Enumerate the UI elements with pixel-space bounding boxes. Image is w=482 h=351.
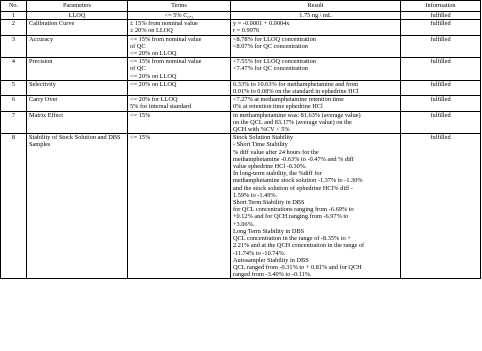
row-number: 5: [1, 80, 27, 95]
result-line: <7.47% for QC concentration: [233, 65, 308, 73]
result-line: r = 0.9976: [233, 27, 260, 35]
result-line: y = -0.0001 + 0.0004x: [233, 20, 290, 28]
table-row: [1, 111, 481, 134]
terms-line: <= 15%: [130, 111, 151, 119]
parameter-cell: Precision: [27, 58, 128, 81]
table-row: [1, 134, 481, 279]
result-line: +3.06%.: [233, 220, 255, 228]
terms-cell: [128, 35, 231, 58]
table-row: [1, 58, 481, 81]
terms-cell: [128, 111, 231, 134]
header-information: Information: [401, 1, 481, 12]
parameter-cell: Carry Over: [27, 96, 128, 111]
terms-line: of QC: [130, 65, 146, 73]
terms-line: <= 5% C₀.₅: [164, 12, 194, 19]
row-number: 1: [1, 12, 27, 20]
result-line: and the stock solution of ephedrine HCl% diff -: [233, 184, 353, 192]
terms-line: <= 20% on LLOQ: [130, 50, 177, 58]
table-header-row: [1, 1, 481, 12]
result-line: Short Term Stability in DBS: [233, 199, 305, 207]
parameter-cell: Accuracy: [27, 35, 128, 58]
result-line: <8.07% for QC concentration: [233, 42, 308, 50]
row-number: 3: [1, 35, 27, 58]
parameter-cell: LLOQ: [27, 12, 128, 20]
parameter-cell: [27, 134, 128, 279]
row-number: 7: [1, 111, 27, 134]
header-parameters: Parameters: [27, 1, 128, 12]
result-cell: [231, 134, 401, 279]
result-line: 1.59% to -1.49%.: [233, 191, 278, 199]
result-cell: [231, 12, 401, 20]
result-line: methamphetamine stock solution -1.37% to -1.30%: [233, 177, 363, 185]
result-line: for QCL concentrations ranging from -6.69% to: [233, 206, 354, 214]
table-row: [1, 35, 481, 58]
table-row: [1, 20, 481, 35]
information-cell: fulfilled: [401, 20, 481, 35]
result-line: +0.12% and for QCH ranging from -6.97% to: [233, 213, 349, 221]
result-line: 0% at retention time ephedrine HCl: [233, 103, 323, 111]
row-number: 8: [1, 134, 27, 279]
result-line: -11.74% to -10.74%.: [233, 249, 286, 257]
parameter-cell: Calibration Curve: [27, 20, 128, 35]
result-cell: [231, 80, 401, 95]
result-line: in methamphetamine was: 81.63% (average value): [233, 111, 361, 119]
information-cell: fulfilled: [401, 96, 481, 111]
information-cell: fulfilled: [401, 35, 481, 58]
result-line: methamphetamine -0.63% to -0.47% and % diff: [233, 155, 354, 163]
result-line: 1.75 ng / mL: [299, 12, 332, 19]
result-line: on the QCL and 83.17% (average value) on the: [233, 118, 352, 126]
terms-line: <= 20% on LLOQ: [130, 72, 177, 80]
terms-cell: [128, 58, 231, 81]
header-terms: Terms: [128, 1, 231, 12]
result-cell: [231, 35, 401, 58]
terms-cell: [128, 12, 231, 20]
result-line: 2.21% and at the QCH concentration in the range of: [233, 242, 365, 250]
information-cell: fulfilled: [401, 58, 481, 81]
table-row: [1, 12, 481, 20]
result-line: <7.27% at methamphetamine retention time: [233, 96, 344, 104]
result-line: % diff value after 24 hours for the: [233, 148, 319, 156]
row-number: 6: [1, 96, 27, 111]
result-cell: [231, 96, 401, 111]
result-line: value ephedrine HCl -0.30%.: [233, 163, 307, 171]
parameter-cell: Matrix Effect: [27, 111, 128, 134]
information-cell: fulfilled: [401, 134, 481, 279]
terms-line: <= 20% for LLOQ: [130, 96, 178, 104]
result-line: Autosampler Stability in DBS: [233, 256, 309, 264]
terms-line: of QC: [130, 42, 146, 50]
result-line: In long-term stability, the %diff for: [233, 170, 322, 178]
parameter-text: Stability of Stock Solution and DBS Samples: [29, 134, 121, 149]
table-row: [1, 80, 481, 95]
result-line: QCH with %CV < 5%: [233, 126, 290, 134]
result-line: - Short Time Stability: [233, 141, 288, 149]
information-cell: fulfilled: [401, 80, 481, 95]
parameter-cell: Selectivity: [27, 80, 128, 95]
terms-cell: [128, 96, 231, 111]
row-number: 4: [1, 58, 27, 81]
header-result: Result: [231, 1, 401, 12]
header-no: No.: [1, 1, 27, 12]
terms-line: <= 20% on LLOQ: [130, 80, 177, 88]
terms-cell: [128, 80, 231, 95]
terms-line: ± 20% on LLOQ: [130, 27, 173, 35]
result-line: <8.78% for LLOQ concentration: [233, 35, 316, 43]
table-row: [1, 96, 481, 111]
terms-line: <= 15% from nominal value: [130, 35, 202, 43]
terms-line: ± 15% from nominal value: [130, 20, 198, 28]
result-cell: [231, 20, 401, 35]
information-cell: fulfilled: [401, 12, 481, 20]
result-line: 6.33% to 10.63% for methamphetamine and from: [233, 80, 359, 88]
terms-line: <= 15% from nominal value: [130, 58, 202, 66]
row-number: 2: [1, 20, 27, 35]
result-line: <7.55% for LLOQ concentration: [233, 58, 316, 66]
result-line: ranged from -3.40% to -0.11%.: [233, 271, 312, 279]
terms-line: <= 15%: [130, 134, 151, 142]
information-cell: fulfilled: [401, 111, 481, 134]
terms-cell: [128, 20, 231, 35]
result-line: QCL concentration in the range of -8.35% to +: [233, 235, 351, 243]
terms-cell: [128, 134, 231, 279]
result-cell: [231, 58, 401, 81]
result-line: 0.01% to 0.08% on the standard in ephedrine HCl: [233, 88, 359, 96]
result-cell: [231, 111, 401, 134]
result-line: Stock Solution Stability: [233, 134, 294, 142]
result-line: QCL ranged from -0.31% to + 0.81% and for QCH: [233, 263, 362, 271]
result-line: Long Term Stability in DBS: [233, 227, 305, 235]
terms-line: 5% for internal standard: [130, 103, 192, 111]
